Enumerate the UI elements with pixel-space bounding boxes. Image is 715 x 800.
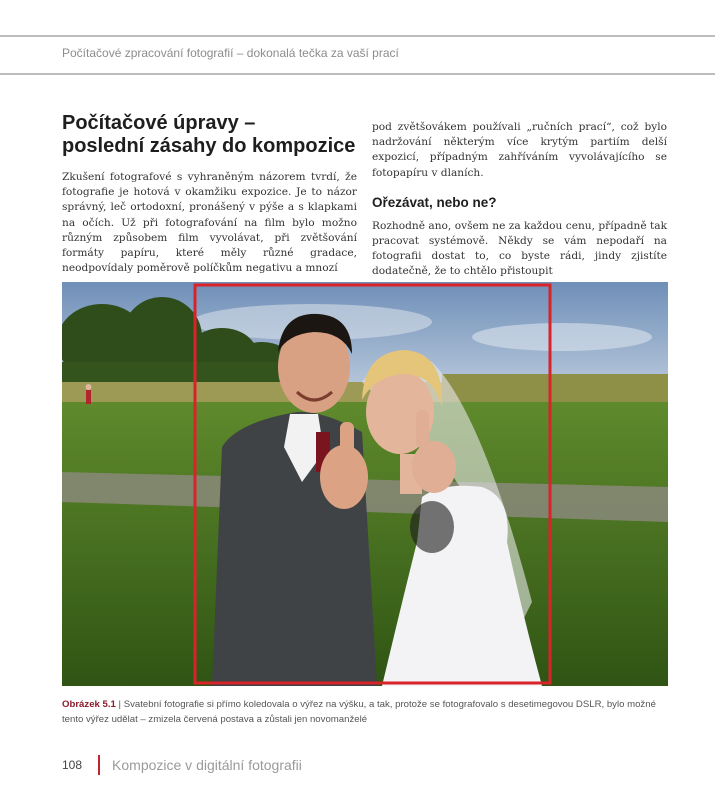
section-title <box>62 112 357 158</box>
header-rule-bottom <box>0 73 715 75</box>
figure-caption <box>62 697 668 727</box>
page-number: 108 <box>62 758 83 772</box>
paragraph-continued: pod zvětšovákem používali „ručních prací“, což bylo nadržování některým více krytým partiím delší expozicí, případným zahříváním vyvolávajícího se fotopapíru v dlaních. <box>372 121 667 179</box>
section-title-line2: poslední zásahy do kompozice <box>62 135 356 157</box>
wedding-photo-illustration <box>62 282 668 686</box>
paragraph-intro: Zkušení fotografové s vyhraněným názorem tvrdí, že fotografie je hotová v okamžiku expozice. Je to názor správný, leč ortodoxní, pronášený v pýše a s klapkami na očích. Už při fotografování na film bylo možno různým způsobem film vyvolávat, při zvětšování formáty papíru, které měly různé gradace, neodpovídaly poměrově políčkům negativu a mnozí <box>62 171 357 275</box>
page-footer <box>62 755 302 775</box>
subheading: Ořezávat, nebo ne? <box>372 194 497 210</box>
header-rule-top <box>0 35 715 37</box>
paragraph-crop: Rozhodně ano, ovšem ne za každou cenu, případně tak pracovat systémově. Někdy se vám nepodaří na fotografii dostat to, co byste rádi, jindy zjistíte dodatečně, že to chtělo přistoupit <box>372 219 667 278</box>
section-title-line1: Počítačové úpravy – <box>62 112 256 134</box>
caption-text: Svatební fotografie si přímo koledovala o výřez na výšku, a tak, protože se fotografovalo s desetimegovou DSLR, bylo možné tento výřez udělat – zmizela červená postava a zůstali jen novomanželé <box>62 699 656 725</box>
footer-separator <box>98 755 100 775</box>
figure-label: Obrázek 5.1 <box>62 699 116 710</box>
running-header: Počítačové zpracování fotografií – dokonalá tečka za vaší prací <box>62 46 399 60</box>
book-title: Kompozice v digitální fotografii <box>112 757 302 773</box>
wedding-photo <box>62 282 668 686</box>
left-column <box>62 112 357 276</box>
right-column <box>372 120 667 280</box>
caption-separator: | <box>115 699 124 710</box>
